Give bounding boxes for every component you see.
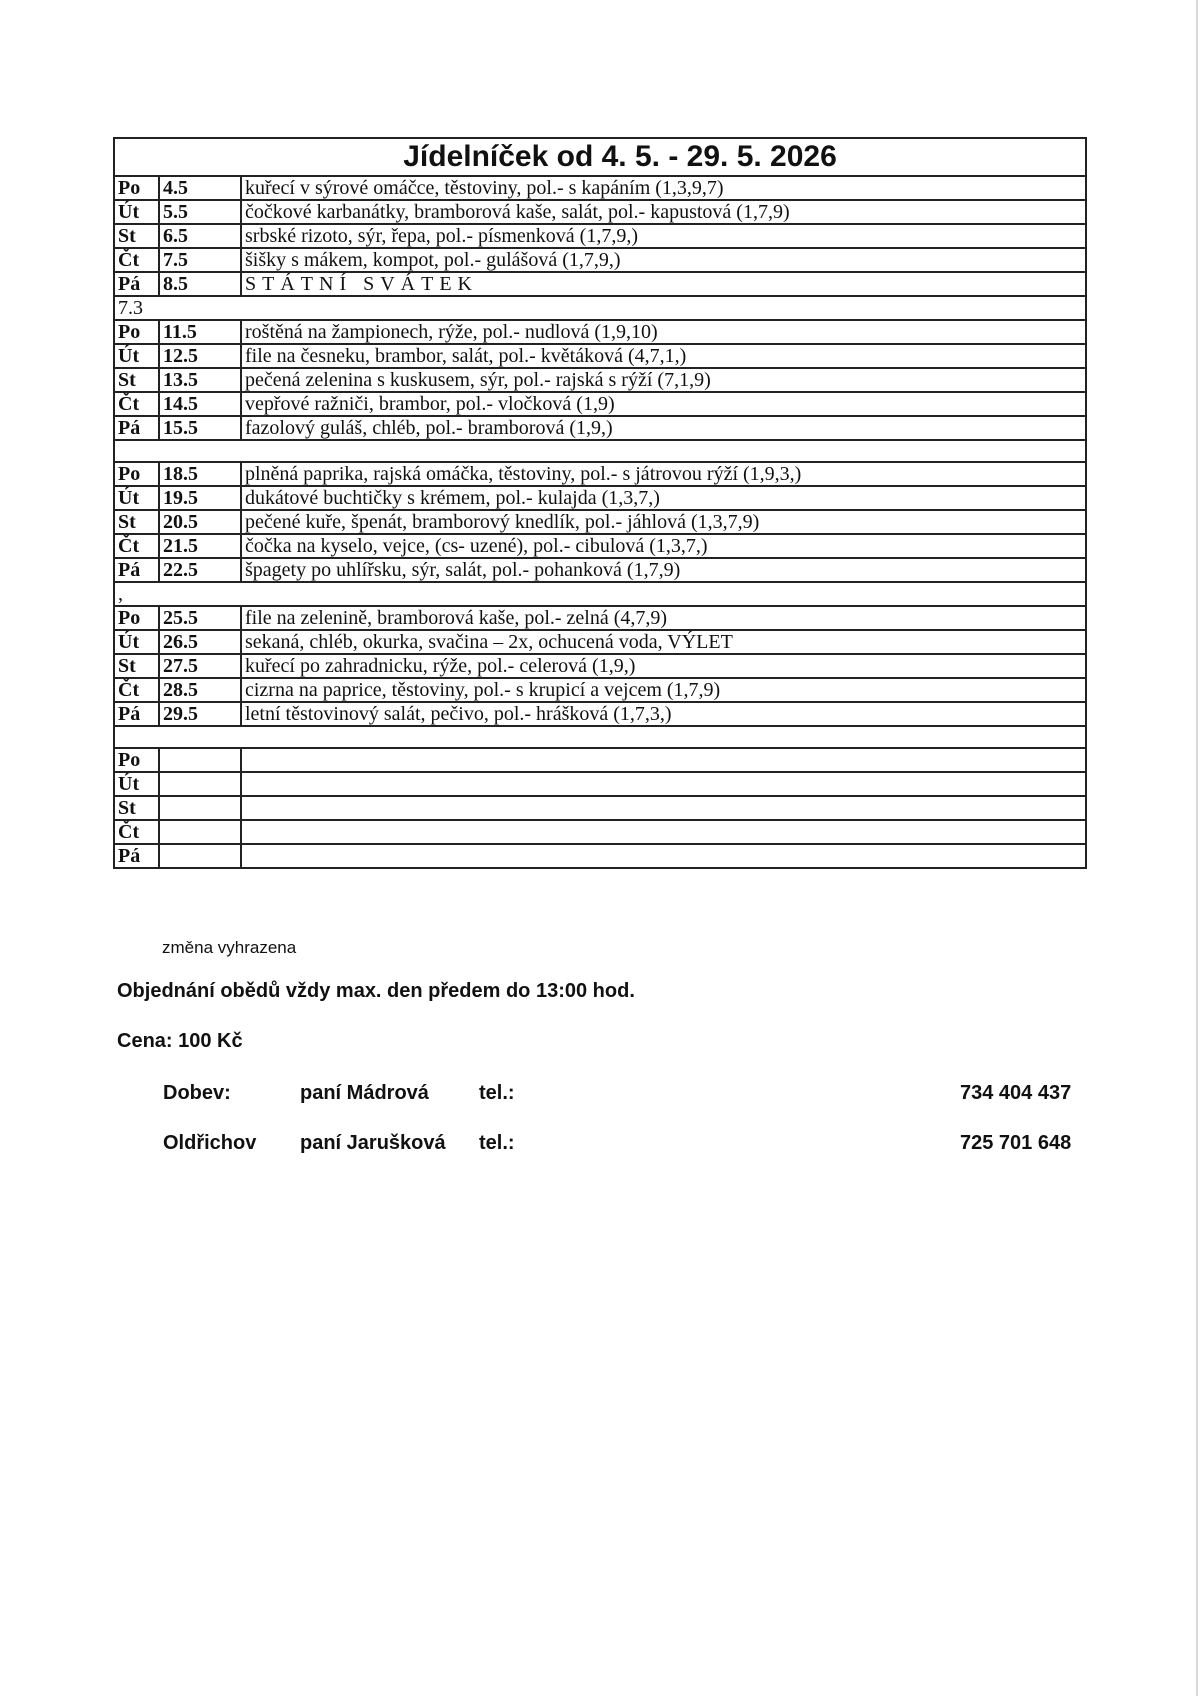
date-cell: 11.5 bbox=[159, 320, 241, 344]
dish-cell: pečená zelenina s kuskusem, sýr, pol.- rajská s rýží (7,1,9) bbox=[241, 368, 1086, 392]
date-cell: 8.5 bbox=[159, 272, 241, 296]
date-cell: 27.5 bbox=[159, 654, 241, 678]
separator-cell: , bbox=[114, 582, 1086, 606]
date-cell bbox=[159, 844, 241, 868]
menu-row bbox=[114, 368, 1086, 392]
day-cell: St bbox=[114, 368, 159, 392]
day-cell: St bbox=[114, 654, 159, 678]
contact-location: Dobev: bbox=[163, 1082, 231, 1104]
menu-table bbox=[113, 137, 1087, 869]
dish-cell: roštěná na žampionech, rýže, pol.- nudlová (1,9,10) bbox=[241, 320, 1086, 344]
contact-name: paní Mádrová bbox=[300, 1082, 429, 1104]
dish-cell: sekaná, chléb, okurka, svačina – 2x, ochucená voda, VÝLET bbox=[241, 630, 1086, 654]
menu-row bbox=[114, 796, 1086, 820]
order-info: Objednání obědů vždy max. den předem do 13:00 hod. bbox=[117, 980, 635, 1002]
separator-row bbox=[114, 296, 1086, 320]
menu-row bbox=[114, 200, 1086, 224]
menu-row bbox=[114, 462, 1086, 486]
menu-row bbox=[114, 320, 1086, 344]
day-cell: St bbox=[114, 224, 159, 248]
day-cell: Po bbox=[114, 606, 159, 630]
day-cell: Pá bbox=[114, 844, 159, 868]
day-cell: Čt bbox=[114, 820, 159, 844]
day-cell: Út bbox=[114, 344, 159, 368]
menu-row bbox=[114, 224, 1086, 248]
date-cell: 29.5 bbox=[159, 702, 241, 726]
day-cell: Po bbox=[114, 176, 159, 200]
dish-cell: STÁTNÍ SVÁTEK bbox=[241, 272, 1086, 296]
menu-row bbox=[114, 606, 1086, 630]
day-cell: Pá bbox=[114, 416, 159, 440]
menu-row bbox=[114, 654, 1086, 678]
change-note: změna vyhrazena bbox=[162, 938, 297, 957]
date-cell bbox=[159, 796, 241, 820]
date-cell bbox=[159, 748, 241, 772]
date-cell: 19.5 bbox=[159, 486, 241, 510]
dish-cell bbox=[241, 748, 1086, 772]
menu-row bbox=[114, 844, 1086, 868]
day-cell: Čt bbox=[114, 534, 159, 558]
date-cell: 20.5 bbox=[159, 510, 241, 534]
dish-cell: kuřecí po zahradnicku, rýže, pol.- celerová (1,9,) bbox=[241, 654, 1086, 678]
day-cell: Út bbox=[114, 486, 159, 510]
date-cell: 5.5 bbox=[159, 200, 241, 224]
date-cell: 15.5 bbox=[159, 416, 241, 440]
page-edge-line bbox=[1196, 0, 1198, 1696]
menu-row bbox=[114, 702, 1086, 726]
dish-cell: šišky s mákem, kompot, pol.- gulášová (1,7,9,) bbox=[241, 248, 1086, 272]
menu-row bbox=[114, 748, 1086, 772]
separator-row bbox=[114, 582, 1086, 606]
dish-cell: file na zelenině, bramborová kaše, pol.- zelná (4,7,9) bbox=[241, 606, 1086, 630]
dish-cell bbox=[241, 772, 1086, 796]
dish-cell: vepřové ražniči, brambor, pol.- vločková (1,9) bbox=[241, 392, 1086, 416]
day-cell: Út bbox=[114, 200, 159, 224]
separator-cell bbox=[114, 726, 1086, 748]
date-cell: 6.5 bbox=[159, 224, 241, 248]
day-cell: Po bbox=[114, 462, 159, 486]
dish-cell bbox=[241, 844, 1086, 868]
dish-cell: čočkové karbanátky, bramborová kaše, salát, pol.- kapustová (1,7,9) bbox=[241, 200, 1086, 224]
dish-cell: letní těstovinový salát, pečivo, pol.- hrášková (1,7,3,) bbox=[241, 702, 1086, 726]
price-label: Cena: 100 Kč bbox=[117, 1030, 243, 1052]
day-cell: Pá bbox=[114, 558, 159, 582]
contact-location: Oldřichov bbox=[163, 1132, 257, 1154]
menu-row bbox=[114, 486, 1086, 510]
title-row bbox=[114, 138, 1086, 176]
menu-row bbox=[114, 510, 1086, 534]
dish-cell bbox=[241, 796, 1086, 820]
date-cell: 13.5 bbox=[159, 368, 241, 392]
menu-row bbox=[114, 534, 1086, 558]
day-cell: St bbox=[114, 510, 159, 534]
date-cell bbox=[159, 820, 241, 844]
separator-row bbox=[114, 440, 1086, 462]
separator-row bbox=[114, 726, 1086, 748]
day-cell: Po bbox=[114, 320, 159, 344]
day-cell: Po bbox=[114, 748, 159, 772]
menu-row bbox=[114, 272, 1086, 296]
separator-cell: 7.3 bbox=[114, 296, 1086, 320]
menu-row bbox=[114, 248, 1086, 272]
dish-cell: čočka na kyselo, vejce, (cs- uzené), pol.- cibulová (1,3,7,) bbox=[241, 534, 1086, 558]
date-cell: 25.5 bbox=[159, 606, 241, 630]
menu-row bbox=[114, 392, 1086, 416]
contact-tel-label: tel.: bbox=[479, 1082, 515, 1104]
menu-row bbox=[114, 630, 1086, 654]
day-cell: Út bbox=[114, 630, 159, 654]
menu-row bbox=[114, 558, 1086, 582]
separator-cell bbox=[114, 440, 1086, 462]
dish-cell: plněná paprika, rajská omáčka, těstoviny, pol.- s játrovou rýží (1,9,3,) bbox=[241, 462, 1086, 486]
contact-tel-label: tel.: bbox=[479, 1132, 515, 1154]
contact-phone: 725 701 648 bbox=[960, 1132, 1072, 1154]
dish-cell bbox=[241, 820, 1086, 844]
dish-cell: pečené kuře, špenát, bramborový knedlík, pol.- jáhlová (1,3,7,9) bbox=[241, 510, 1086, 534]
menu-row bbox=[114, 344, 1086, 368]
day-cell: St bbox=[114, 796, 159, 820]
day-cell: Pá bbox=[114, 272, 159, 296]
day-cell: Čt bbox=[114, 678, 159, 702]
date-cell: 22.5 bbox=[159, 558, 241, 582]
menu-row bbox=[114, 772, 1086, 796]
contact-name: paní Jarušková bbox=[300, 1132, 446, 1154]
contact-phone: 734 404 437 bbox=[960, 1082, 1072, 1104]
dish-cell: cizrna na paprice, těstoviny, pol.- s krupicí a vejcem (1,7,9) bbox=[241, 678, 1086, 702]
dish-cell: špagety po uhlířsku, sýr, salát, pol.- pohanková (1,7,9) bbox=[241, 558, 1086, 582]
date-cell: 14.5 bbox=[159, 392, 241, 416]
menu-title: Jídelníček od 4. 5. - 29. 5. 2026 bbox=[114, 138, 1086, 176]
dish-cell: fazolový guláš, chléb, pol.- bramborová (1,9,) bbox=[241, 416, 1086, 440]
day-cell: Čt bbox=[114, 392, 159, 416]
dish-cell: kuřecí v sýrové omáčce, těstoviny, pol.- s kapáním (1,3,9,7) bbox=[241, 176, 1086, 200]
day-cell: Pá bbox=[114, 702, 159, 726]
dish-cell: srbské rizoto, sýr, řepa, pol.- písmenková (1,7,9,) bbox=[241, 224, 1086, 248]
date-cell: 12.5 bbox=[159, 344, 241, 368]
menu-row bbox=[114, 820, 1086, 844]
menu-row bbox=[114, 176, 1086, 200]
day-cell: Út bbox=[114, 772, 159, 796]
date-cell: 26.5 bbox=[159, 630, 241, 654]
menu-row bbox=[114, 678, 1086, 702]
dish-cell: file na česneku, brambor, salát, pol.- květáková (4,7,1,) bbox=[241, 344, 1086, 368]
date-cell: 7.5 bbox=[159, 248, 241, 272]
date-cell: 18.5 bbox=[159, 462, 241, 486]
day-cell: Čt bbox=[114, 248, 159, 272]
date-cell: 28.5 bbox=[159, 678, 241, 702]
date-cell: 21.5 bbox=[159, 534, 241, 558]
date-cell bbox=[159, 772, 241, 796]
dish-cell: dukátové buchtičky s krémem, pol.- kulajda (1,3,7,) bbox=[241, 486, 1086, 510]
date-cell: 4.5 bbox=[159, 176, 241, 200]
menu-row bbox=[114, 416, 1086, 440]
